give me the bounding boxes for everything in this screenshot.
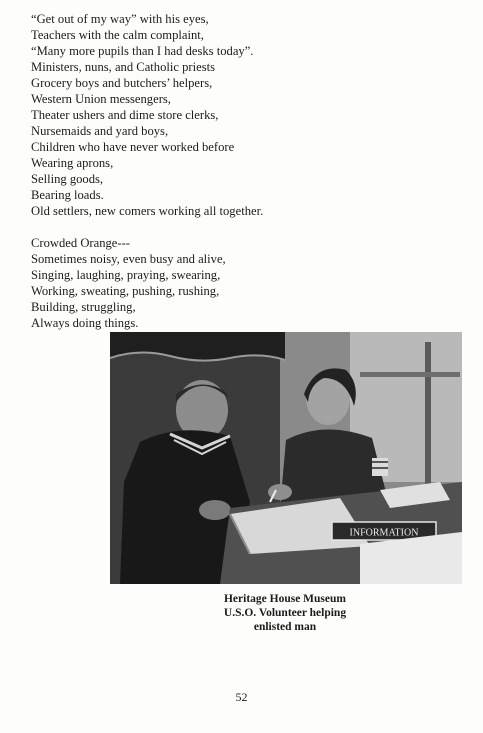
poem-line: Nursemaids and yard boys, bbox=[31, 124, 169, 138]
poem-line: Theater ushers and dime store clerks, bbox=[31, 108, 219, 122]
photo-caption bbox=[160, 592, 410, 634]
caption-line: enlisted man bbox=[253, 621, 317, 633]
photo-illustration bbox=[110, 332, 462, 584]
poem-line: Always doing things. bbox=[31, 316, 139, 330]
page-number: 52 bbox=[235, 690, 248, 704]
poem-line: Old settlers, new comers working all together. bbox=[31, 204, 264, 218]
historical-photo bbox=[110, 332, 462, 584]
caption-line: U.S.O. Volunteer helping bbox=[223, 607, 347, 619]
poem-line: Grocery boys and butchers’ helpers, bbox=[31, 76, 213, 90]
poem-stanza-1 bbox=[31, 11, 451, 219]
poem-line: “Many more pupils than I had desks today”. bbox=[31, 44, 254, 58]
poem-line: Wearing aprons, bbox=[31, 156, 114, 170]
poem-line: Sometimes noisy, even busy and alive, bbox=[31, 252, 226, 266]
information-sign-label: INFORMATION bbox=[349, 527, 419, 539]
poem-line: Ministers, nuns, and Catholic priests bbox=[31, 60, 215, 74]
poem-line: Working, sweating, pushing, rushing, bbox=[31, 284, 220, 298]
poem-line: Singing, laughing, praying, swearing, bbox=[31, 268, 221, 282]
poem-line: Western Union messengers, bbox=[31, 92, 171, 106]
caption-line: Heritage House Museum bbox=[223, 593, 346, 605]
poem-line: Teachers with the calm complaint, bbox=[31, 28, 204, 42]
poem-line: Bearing loads. bbox=[31, 188, 104, 202]
poem-line: Building, struggling, bbox=[31, 300, 136, 314]
poem-line: “Get out of my way” with his eyes, bbox=[31, 12, 209, 26]
poem-stanza-2 bbox=[31, 235, 451, 331]
poem-line: Crowded Orange--- bbox=[31, 236, 130, 250]
poem-line: Children who have never worked before bbox=[31, 140, 235, 154]
poem bbox=[31, 11, 451, 347]
poem-line: Selling goods, bbox=[31, 172, 104, 186]
